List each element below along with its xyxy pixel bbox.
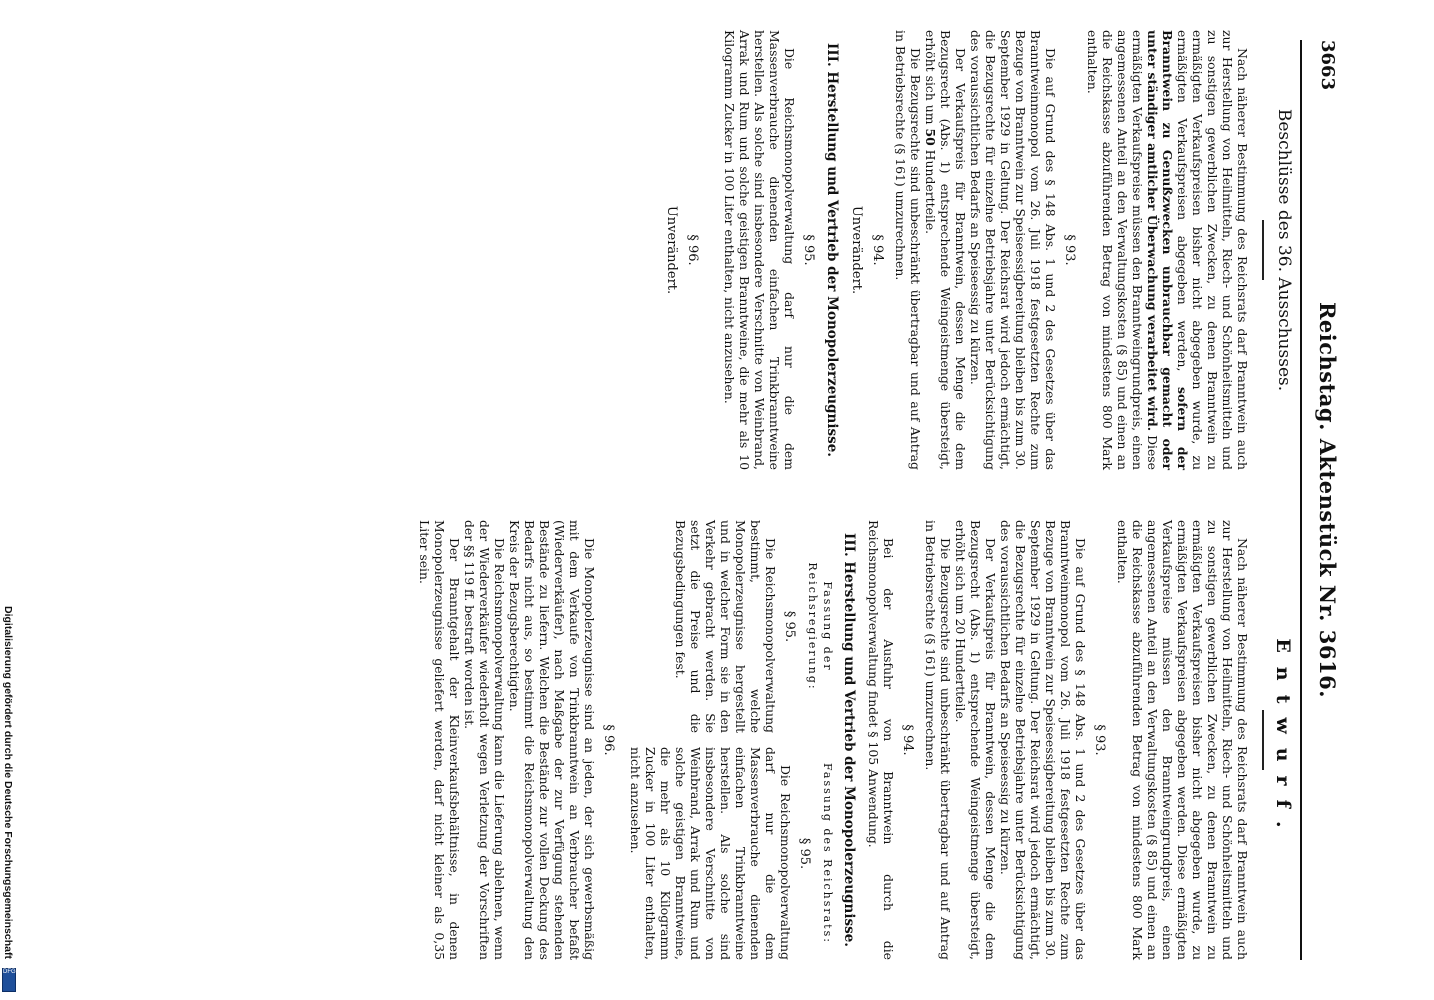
left-93-paragraph-1: Die auf Grund des § 148 Abs. 1 und 2 des Gesetzes über das Branntweinmonopol vom 26. Juli 1918 festgesetzten Rechte zum Bezuge von Branntwein zur Speiseessigbereitung bleiben bis zum 30. September 1929 in Geltung. Der Reichsrat wird jedoch ermächtigt, die Bezugsrechte für einzelne Betriebsjahre unter Berücksichtigung des voraussichtlichen Bedarfs an Speiseessig zu kürzen. — [968, 30, 1058, 470]
right-section-94: § 94. — [900, 724, 915, 756]
left-column — [654, 30, 1250, 470]
credit-text: Digitalisierung gefördert durch die Deutsche Forschungsgemeinschaft — [2, 606, 14, 959]
right-heading-rule — [1263, 710, 1265, 770]
reichsrat-95-paragraph: Die Reichsmonopolverwaltung darf nur die dem Massenverbrauche dienenden einfachen Trinkbranntweine herstellen. Als solche sind insbesondere Verschnitte von Weinbrand, Arrak und Rum und solche geistigen Branntweine, die mehr als 10 Kilogramm Zucker in 100 Liter enthalten, nicht anzusehen. — [628, 747, 793, 960]
right-government-version — [628, 520, 835, 733]
government-version-heading: Fassung der Reichsregierung: — [806, 562, 834, 691]
left-93-text-a: Der Verkaufspreis für Branntwein, dessen Menge die dem Bezugsrecht (Abs. 1) entsprechende Weingeistmenge übersteigt, erhöht sich um — [923, 30, 968, 470]
left-intro-text-1: Nach näherer Bestimmung des Reichsrats darf Branntwein auch zur Herstellung von Heilmitteln, Riech- und Schönheitsmitteln und zu sonstigen gewerblichen Zwecken, zu denen Branntwein zu ermäßigten Verkaufspreisen bisher nicht abgegeben wurde, zu ermäßigten Verkaufspreisen abgegeben werden, — [1175, 30, 1250, 470]
left-intro-block — [1085, 30, 1250, 470]
government-95-paragraph: Die Reichsmonopolverwaltung bestimmt, welche Monopolerzeugnisse hergestellt und in welcher Form sie in den Verkehr gebracht werden. Sie setzt die Preise und die Bezugsbedingungen fest. — [673, 520, 778, 733]
government-section-95: § 95. — [782, 610, 797, 643]
left-96-unchanged: Unverändert. — [664, 205, 679, 295]
right-96-paragraph-1: Die Monopolerzeugnisse sind an jeden, der sich gewerbsmäßig mit dem Verkaufe von Trinkbranntwein an Verbraucher befaßt (Wiederverkäufer), nach Maßgabe der zur Verfügung stehenden Bestände zu liefern. Welchen die Bestände zur vollen Deckung des Bedarfs nicht aus, so bestimmt die Reichsmonopolverwaltung den Kreis der Bezugsberechtigten. — [507, 520, 597, 960]
left-93-paragraph-2 — [923, 30, 968, 470]
right-93-paragraph-3: Die Bezugsrechte sind unbeschränkt übertragbar und auf Antrag in Betriebsrechte (§ 161) umzurechnen. — [923, 520, 953, 960]
right-96-paragraph-2: Die Reichsmonopolverwaltung kann die Lieferung ablehnen, wenn der Wiederverkäufer wiederholt wegen Verletzung der Vorschriften der §§ 119 ff. bestraft worden ist. — [462, 520, 507, 960]
reichsrat-section-95: § 95. — [797, 837, 812, 870]
right-column-heading: Entwurf. — [1272, 638, 1294, 842]
page-header — [1300, 40, 1342, 960]
right-heading-iii: III. Herstellung und Vertrieb der Monopolerzeugnisse. — [841, 533, 857, 947]
right-intro-paragraph: Nach näherer Bestimmung des Reichsrats darf Branntwein auch zur Herstellung von Heilmitteln, Riech- und Schönheitsmitteln und zu sonstigen gewerblichen Zwecken, zu denen Branntwein zu ermäßigten Verkaufspreisen bisher nicht abgegeben wurde, zu ermäßigten Verkaufspreisen abgegeben werden. Diese ermäßigten Verkaufspreise müssen den Branntweingrundpreis, einen angemessenen Anteil an den Verwaltungskosten (§ 85) und einen an die Reichskasse abzuführenden Betrag von mindestens 800 Mark enthalten. — [1115, 520, 1250, 960]
left-section-96: § 96. — [685, 234, 700, 266]
right-version-columns — [628, 520, 835, 960]
reichsrat-version-heading: Fassung des Reichsrats: — [821, 763, 834, 944]
digitization-credit — [0, 606, 16, 986]
left-94-unchanged: Unverändert. — [849, 205, 864, 295]
right-section-96: § 96. — [601, 724, 616, 756]
left-intro-bold-text: sofern der Branntwein zu Genußzwecken unbrauchbar gemacht oder unter ständiger amtlicher Überwachung verarbeitet wird. — [1145, 30, 1190, 470]
right-93-paragraph-2: Der Verkaufspreis für Branntwein, dessen Menge die dem Bezugsrecht (Abs. 1) entsprechende Weingeistmenge übersteigt, erhöht sich um 20 Hundertteile. — [953, 520, 998, 960]
left-heading-rule — [1263, 220, 1265, 280]
right-column — [417, 520, 1250, 960]
left-95-paragraph: Die Reichsmonopolverwaltung darf nur die dem Massenverbrauche dienenden einfachen Trinkbranntweine herstellen. Als solche sind insbesondere Verschnitte von Weinbrand, Arrak und Rum und solche geistigen Branntweine, die mehr als 10 Kilogramm Zucker in 100 Liter enthalten, nicht anzusehen. — [722, 30, 797, 470]
page-number: 3663 — [1317, 40, 1338, 91]
page-title: Reichstag. Aktenstück Nr. 3616. — [1315, 301, 1340, 699]
dfg-logo-text: DFG — [3, 969, 16, 975]
left-93-amount: 50 — [923, 128, 938, 146]
right-96-paragraph-3: Der Branntgehalt der Kleinverkaufsbehältnisse, in denen Monopolerzeugnisse geliefert werden, darf nicht kleiner als 0,35 Liter sein. — [417, 520, 462, 960]
left-section-95: § 95. — [801, 234, 816, 266]
left-93-text-c: Hundertteile. — [923, 149, 938, 235]
right-93-paragraph-1: Die auf Grund des § 148 Abs. 1 und 2 des Gesetzes über das Branntweinmonopol vom 26. Juli 1918 festgesetzten Rechte zum Bezuge von Branntwein zur Speiseessigbereitung bleiben bis zum 30. September 1929 in Geltung. Der Reichsrat wird jedoch ermächtigt, die Bezugsrechte für einzelne Betriebsjahre unter Berücksichtigung des voraussichtlichen Bedarfs an Speiseessig zu kürzen. — [998, 520, 1088, 960]
left-intro-paragraph — [1085, 30, 1250, 470]
right-section-93: § 93. — [1092, 724, 1107, 756]
left-intro-text-2: Diese ermäßigten Verkaufspreise müssen den Branntweingrundpreis, einen angemessenen Anteil an den Verwaltungskosten (§ 85) und einen an die Reichskasse abzuführenden Betrag von mindestens 800 Mark enthalten. — [1085, 30, 1160, 470]
dfg-logo-icon — [2, 968, 16, 992]
left-section-93: § 93. — [1062, 234, 1077, 266]
left-section-94: § 94. — [870, 234, 885, 266]
left-column-heading: Beschlüsse des 36. Ausschusses. — [1274, 108, 1294, 392]
right-94-paragraph: Bei der Ausfuhr von Branntwein durch die Reichsmonopolverwaltung findet § 105 Anwendung. — [866, 520, 896, 960]
left-heading-iii: III. Herstellung und Vertrieb der Monopolerzeugnisse. — [824, 43, 840, 457]
left-93-paragraph-3: Die Bezugsrechte sind unbeschränkt übertragbar und auf Antrag in Betriebsrechte (§ 161) umzurechnen. — [893, 30, 923, 470]
right-reichsrat-version — [628, 747, 835, 960]
